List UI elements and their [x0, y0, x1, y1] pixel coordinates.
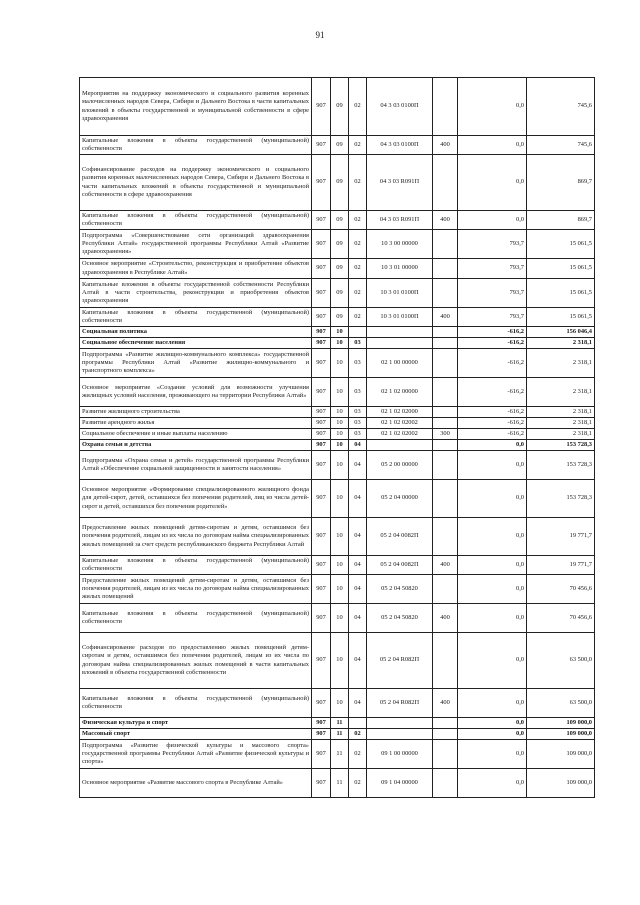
subsection-code-cell: 04: [349, 556, 367, 575]
table-row: [80, 78, 595, 136]
section-code-cell: 10: [331, 633, 349, 689]
expense-type-cell: [433, 729, 458, 740]
subsection-code-cell: 02: [349, 740, 367, 769]
expense-type-cell: [433, 155, 458, 211]
expense-name-cell: Охрана семьи и детства: [80, 440, 312, 451]
ministry-code-cell: 907: [312, 349, 331, 378]
change-amount-cell: -616,2: [458, 378, 527, 407]
total-amount-cell: 869,7: [527, 211, 595, 230]
target-article-cell: [367, 338, 433, 349]
total-amount-cell: 2 318,1: [527, 338, 595, 349]
section-code-cell: 09: [331, 279, 349, 308]
table-row: [80, 740, 595, 769]
subsection-code-cell: 02: [349, 155, 367, 211]
total-amount-cell: 109 000,0: [527, 769, 595, 798]
expense-name-cell: Основное мероприятие «Формирование специализированного жилищного фонда для детей-сирот, детей, оставшихся без попечения родителей, лиц из числа детей-сирот и детей, оставшихся без попечения родителей»: [80, 480, 312, 518]
table-row: [80, 769, 595, 798]
change-amount-cell: 793,7: [458, 230, 527, 259]
target-article-cell: 05 2 04 R082П: [367, 689, 433, 718]
subsection-code-cell: 04: [349, 604, 367, 633]
expense-type-cell: [433, 718, 458, 729]
total-amount-cell: 109 000,0: [527, 740, 595, 769]
section-code-cell: 10: [331, 440, 349, 451]
ministry-code-cell: 907: [312, 230, 331, 259]
subsection-code-cell: 02: [349, 729, 367, 740]
expense-name-cell: Основное мероприятие «Создание условий для возможности улучшения жилищных условий населения, проживающего на территории Республики Алтай»: [80, 378, 312, 407]
subsection-code-cell: 02: [349, 136, 367, 155]
table-row: [80, 155, 595, 211]
expense-type-cell: 300: [433, 429, 458, 440]
section-code-cell: 10: [331, 429, 349, 440]
total-amount-cell: 2 318,1: [527, 349, 595, 378]
section-code-cell: 10: [331, 418, 349, 429]
subsection-code-cell: 04: [349, 689, 367, 718]
expense-name-cell: Массовый спорт: [80, 729, 312, 740]
table-row: [80, 604, 595, 633]
target-article-cell: [367, 729, 433, 740]
change-amount-cell: -616,2: [458, 327, 527, 338]
expense-type-cell: [433, 418, 458, 429]
ministry-code-cell: 907: [312, 575, 331, 604]
total-amount-cell: 109 000,0: [527, 729, 595, 740]
change-amount-cell: 0,0: [458, 556, 527, 575]
table-row: [80, 136, 595, 155]
ministry-code-cell: 907: [312, 279, 331, 308]
ministry-code-cell: 907: [312, 155, 331, 211]
ministry-code-cell: 907: [312, 769, 331, 798]
total-amount-cell: 15 061,5: [527, 308, 595, 327]
total-amount-cell: 19 771,7: [527, 518, 595, 556]
table-row: [80, 338, 595, 349]
target-article-cell: 10 3 00 00000: [367, 230, 433, 259]
expense-type-cell: [433, 378, 458, 407]
expense-type-cell: [433, 259, 458, 279]
total-amount-cell: 70 456,6: [527, 604, 595, 633]
ministry-code-cell: 907: [312, 338, 331, 349]
target-article-cell: 04 3 03 0100П: [367, 78, 433, 136]
expense-type-cell: [433, 407, 458, 418]
expense-name-cell: Подпрограмма «Развитие жилищно-коммунального комплекса» государственной программы Республики Алтай «Развитие жилищно-коммунального и транспортного комплекса»: [80, 349, 312, 378]
table-row: [80, 418, 595, 429]
total-amount-cell: 156 046,4: [527, 327, 595, 338]
expense-name-cell: Капитальные вложения в объекты государственной (муниципальной) собственности: [80, 136, 312, 155]
total-amount-cell: 869,7: [527, 155, 595, 211]
change-amount-cell: -616,2: [458, 338, 527, 349]
section-code-cell: 09: [331, 136, 349, 155]
expense-type-cell: [433, 338, 458, 349]
subsection-code-cell: 04: [349, 633, 367, 689]
target-article-cell: 05 2 04 50820: [367, 604, 433, 633]
target-article-cell: [367, 440, 433, 451]
ministry-code-cell: 907: [312, 718, 331, 729]
expense-type-cell: [433, 349, 458, 378]
section-code-cell: 11: [331, 740, 349, 769]
section-code-cell: 09: [331, 155, 349, 211]
change-amount-cell: 0,0: [458, 518, 527, 556]
table-row: [80, 349, 595, 378]
expense-name-cell: Социальная политика: [80, 327, 312, 338]
ministry-code-cell: 907: [312, 518, 331, 556]
ministry-code-cell: 907: [312, 418, 331, 429]
section-code-cell: 10: [331, 349, 349, 378]
section-code-cell: 10: [331, 604, 349, 633]
expense-name-cell: Социальное обеспечение населения: [80, 338, 312, 349]
ministry-code-cell: 907: [312, 407, 331, 418]
target-article-cell: 10 3 01 0100П: [367, 279, 433, 308]
subsection-code-cell: 02: [349, 259, 367, 279]
table-row: [80, 279, 595, 308]
change-amount-cell: 0,0: [458, 718, 527, 729]
subsection-code-cell: 02: [349, 78, 367, 136]
ministry-code-cell: 907: [312, 327, 331, 338]
expense-name-cell: Предоставление жилых помещений детям-сиротам и детям, оставшимся без попечения родителей, лицам из их числа по договорам найма специализированных жилых помещений за счет средств республиканского бюджета Республики Алтай: [80, 518, 312, 556]
expense-name-cell: Развитие жилищного строительства: [80, 407, 312, 418]
expense-type-cell: 400: [433, 211, 458, 230]
subsection-code-cell: 02: [349, 308, 367, 327]
page-number: 91: [315, 30, 325, 40]
expense-type-cell: [433, 78, 458, 136]
expense-name-cell: Подпрограмма «Охрана семьи и детей» государственной программы Республики Алтай «Обеспечение социальной защищенности и занятости населения»: [80, 451, 312, 480]
total-amount-cell: 109 000,0: [527, 718, 595, 729]
total-amount-cell: 2 318,1: [527, 418, 595, 429]
ministry-code-cell: 907: [312, 429, 331, 440]
expense-type-cell: 400: [433, 136, 458, 155]
section-code-cell: 09: [331, 211, 349, 230]
section-code-cell: 11: [331, 769, 349, 798]
change-amount-cell: 793,7: [458, 308, 527, 327]
ministry-code-cell: 907: [312, 740, 331, 769]
total-amount-cell: 63 500,0: [527, 689, 595, 718]
total-amount-cell: 745,6: [527, 136, 595, 155]
total-amount-cell: 19 771,7: [527, 556, 595, 575]
total-amount-cell: 153 728,3: [527, 440, 595, 451]
subsection-code-cell: [349, 327, 367, 338]
ministry-code-cell: 907: [312, 308, 331, 327]
expense-type-cell: [433, 451, 458, 480]
expense-name-cell: Развитие арендного жилья: [80, 418, 312, 429]
expense-name-cell: Софинансирование расходов на поддержку экономического и социального развития коренных малочисленных народов Севера, Сибири и Дальнего Востока в части капитальных вложений в объекты государственной и муниципальной собственности в сфере здравоохранения: [80, 155, 312, 211]
section-code-cell: 10: [331, 556, 349, 575]
expense-type-cell: [433, 633, 458, 689]
table-row: [80, 689, 595, 718]
section-code-cell: 09: [331, 259, 349, 279]
change-amount-cell: 0,0: [458, 729, 527, 740]
change-amount-cell: 0,0: [458, 740, 527, 769]
subsection-code-cell: 02: [349, 769, 367, 798]
target-article-cell: 10 3 01 0100П: [367, 308, 433, 327]
target-article-cell: 02 1 02 00000: [367, 378, 433, 407]
expense-type-cell: [433, 769, 458, 798]
expense-name-cell: Капитальные вложения в объекты государственной собственности Республики Алтай в части строительства, реконструкции и приобретения объектов здравоохранения: [80, 279, 312, 308]
total-amount-cell: 2 318,1: [527, 407, 595, 418]
section-code-cell: 10: [331, 378, 349, 407]
total-amount-cell: 15 061,5: [527, 230, 595, 259]
target-article-cell: [367, 327, 433, 338]
change-amount-cell: 0,0: [458, 689, 527, 718]
subsection-code-cell: 04: [349, 575, 367, 604]
target-article-cell: 02 1 02 02002: [367, 429, 433, 440]
subsection-code-cell: 03: [349, 378, 367, 407]
change-amount-cell: 793,7: [458, 279, 527, 308]
total-amount-cell: 153 728,3: [527, 480, 595, 518]
target-article-cell: 05 2 04 R082П: [367, 633, 433, 689]
total-amount-cell: 153 728,3: [527, 451, 595, 480]
table-row: [80, 729, 595, 740]
change-amount-cell: 0,0: [458, 136, 527, 155]
expense-name-cell: Подпрограмма «Развитие физической культуры и массового спорта» государственной программы Республики Алтай «Развитие физической культуры и спорта»: [80, 740, 312, 769]
change-amount-cell: 0,0: [458, 78, 527, 136]
budget-table-body: [80, 78, 595, 798]
expense-name-cell: Основное мероприятие «Развитие массового спорта в Республике Алтай»: [80, 769, 312, 798]
expense-type-cell: 400: [433, 604, 458, 633]
expense-name-cell: Мероприятия на поддержку экономического и социального развития коренных малочисленных народов Севера, Сибири и Дальнего Востока в части капитальных вложений в объекты государственной и муниципальной собственности в сфере здравоохранения: [80, 78, 312, 136]
table-row: [80, 378, 595, 407]
table-row: [80, 327, 595, 338]
expense-name-cell: Капитальные вложения в объекты государственной (муниципальной) собственности: [80, 604, 312, 633]
total-amount-cell: 15 061,5: [527, 279, 595, 308]
budget-table: [79, 77, 595, 798]
table-row: [80, 211, 595, 230]
subsection-code-cell: 02: [349, 230, 367, 259]
expense-name-cell: Капитальные вложения в объекты государственной (муниципальной) собственности: [80, 308, 312, 327]
total-amount-cell: 745,6: [527, 78, 595, 136]
target-article-cell: 10 3 01 00000: [367, 259, 433, 279]
change-amount-cell: -616,2: [458, 429, 527, 440]
expense-name-cell: Софинансирование расходов по предоставлению жилых помещений детям-сиротам и детям, оставшимся без попечения родителей, лицам из их числа по договорам найма специализированных жилых помещений в части капитальных вложений в объекты государственной собственности: [80, 633, 312, 689]
table-row: [80, 259, 595, 279]
target-article-cell: 05 2 04 0082П: [367, 518, 433, 556]
expense-type-cell: 400: [433, 689, 458, 718]
expense-name-cell: Физическая культура и спорт: [80, 718, 312, 729]
change-amount-cell: 0,0: [458, 480, 527, 518]
subsection-code-cell: 03: [349, 429, 367, 440]
target-article-cell: 05 2 00 00000: [367, 451, 433, 480]
expense-type-cell: [433, 740, 458, 769]
target-article-cell: 02 1 02 02002: [367, 418, 433, 429]
expense-name-cell: Капитальные вложения в объекты государственной (муниципальной) собственности: [80, 689, 312, 718]
expense-type-cell: [433, 575, 458, 604]
subsection-code-cell: 04: [349, 451, 367, 480]
target-article-cell: 04 3 03 R091П: [367, 211, 433, 230]
subsection-code-cell: 02: [349, 211, 367, 230]
target-article-cell: 05 2 04 50820: [367, 575, 433, 604]
expense-type-cell: [433, 230, 458, 259]
table-row: [80, 518, 595, 556]
section-code-cell: 09: [331, 230, 349, 259]
expense-type-cell: [433, 518, 458, 556]
ministry-code-cell: 907: [312, 259, 331, 279]
table-row: [80, 440, 595, 451]
table-row: [80, 633, 595, 689]
ministry-code-cell: 907: [312, 604, 331, 633]
expense-type-cell: [433, 327, 458, 338]
section-code-cell: 10: [331, 407, 349, 418]
section-code-cell: 10: [331, 480, 349, 518]
section-code-cell: 10: [331, 338, 349, 349]
total-amount-cell: 15 061,5: [527, 259, 595, 279]
subsection-code-cell: 04: [349, 518, 367, 556]
subsection-code-cell: 03: [349, 418, 367, 429]
section-code-cell: 11: [331, 729, 349, 740]
table-row: [80, 308, 595, 327]
ministry-code-cell: 907: [312, 440, 331, 451]
expense-type-cell: [433, 480, 458, 518]
section-code-cell: 10: [331, 575, 349, 604]
section-code-cell: 09: [331, 308, 349, 327]
table-row: [80, 230, 595, 259]
change-amount-cell: 0,0: [458, 211, 527, 230]
total-amount-cell: 63 500,0: [527, 633, 595, 689]
change-amount-cell: 0,0: [458, 155, 527, 211]
target-article-cell: 05 2 04 00000: [367, 480, 433, 518]
change-amount-cell: 0,0: [458, 633, 527, 689]
change-amount-cell: -616,2: [458, 418, 527, 429]
change-amount-cell: 0,0: [458, 451, 527, 480]
expense-type-cell: 400: [433, 556, 458, 575]
subsection-code-cell: 04: [349, 480, 367, 518]
target-article-cell: 02 1 00 00000: [367, 349, 433, 378]
total-amount-cell: 2 318,1: [527, 378, 595, 407]
ministry-code-cell: 907: [312, 689, 331, 718]
change-amount-cell: 0,0: [458, 604, 527, 633]
target-article-cell: 09 1 00 00000: [367, 740, 433, 769]
change-amount-cell: 0,0: [458, 769, 527, 798]
section-code-cell: 11: [331, 718, 349, 729]
ministry-code-cell: 907: [312, 378, 331, 407]
subsection-code-cell: 03: [349, 349, 367, 378]
target-article-cell: 05 2 04 0082П: [367, 556, 433, 575]
change-amount-cell: 0,0: [458, 575, 527, 604]
change-amount-cell: 0,0: [458, 440, 527, 451]
target-article-cell: [367, 718, 433, 729]
total-amount-cell: 2 318,1: [527, 429, 595, 440]
ministry-code-cell: 907: [312, 729, 331, 740]
expense-name-cell: Предоставление жилых помещений детям-сиротам и детям, оставшимся без попечения родителей, лицам из их числа по договорам найма специализированных жилых помещений: [80, 575, 312, 604]
ministry-code-cell: 907: [312, 556, 331, 575]
section-code-cell: 09: [331, 78, 349, 136]
total-amount-cell: 70 456,6: [527, 575, 595, 604]
ministry-code-cell: 907: [312, 78, 331, 136]
section-code-cell: 10: [331, 518, 349, 556]
table-row: [80, 451, 595, 480]
expense-name-cell: Основное мероприятие «Строительство, реконструкция и приобретение объектов здравоохранения в Республике Алтай»: [80, 259, 312, 279]
expense-type-cell: 400: [433, 308, 458, 327]
subsection-code-cell: 03: [349, 338, 367, 349]
section-code-cell: 10: [331, 689, 349, 718]
subsection-code-cell: 02: [349, 279, 367, 308]
change-amount-cell: -616,2: [458, 407, 527, 418]
table-row: [80, 480, 595, 518]
table-row: [80, 718, 595, 729]
target-article-cell: 02 1 02 02000: [367, 407, 433, 418]
expense-type-cell: [433, 279, 458, 308]
ministry-code-cell: 907: [312, 451, 331, 480]
ministry-code-cell: 907: [312, 136, 331, 155]
expense-name-cell: Социальное обеспечение и иные выплаты населению: [80, 429, 312, 440]
subsection-code-cell: 03: [349, 407, 367, 418]
target-article-cell: 09 1 04 00000: [367, 769, 433, 798]
ministry-code-cell: 907: [312, 633, 331, 689]
subsection-code-cell: [349, 718, 367, 729]
change-amount-cell: 793,7: [458, 259, 527, 279]
target-article-cell: 04 3 03 R091П: [367, 155, 433, 211]
change-amount-cell: -616,2: [458, 349, 527, 378]
expense-type-cell: [433, 440, 458, 451]
expense-name-cell: Капитальные вложения в объекты государственной (муниципальной) собственности: [80, 211, 312, 230]
target-article-cell: 04 3 03 0100П: [367, 136, 433, 155]
section-code-cell: 10: [331, 327, 349, 338]
expense-name-cell: Подпрограмма «Совершенствование сети организаций здравоохранения Республики Алтай» государственной программы Республики Алтай «Развитие здравоохранения»: [80, 230, 312, 259]
subsection-code-cell: 04: [349, 440, 367, 451]
expense-name-cell: Капитальные вложения в объекты государственной (муниципальной) собственности: [80, 556, 312, 575]
section-code-cell: 10: [331, 451, 349, 480]
table-row: [80, 429, 595, 440]
table-row: [80, 575, 595, 604]
table-row: [80, 407, 595, 418]
table-row: [80, 556, 595, 575]
ministry-code-cell: 907: [312, 480, 331, 518]
ministry-code-cell: 907: [312, 211, 331, 230]
